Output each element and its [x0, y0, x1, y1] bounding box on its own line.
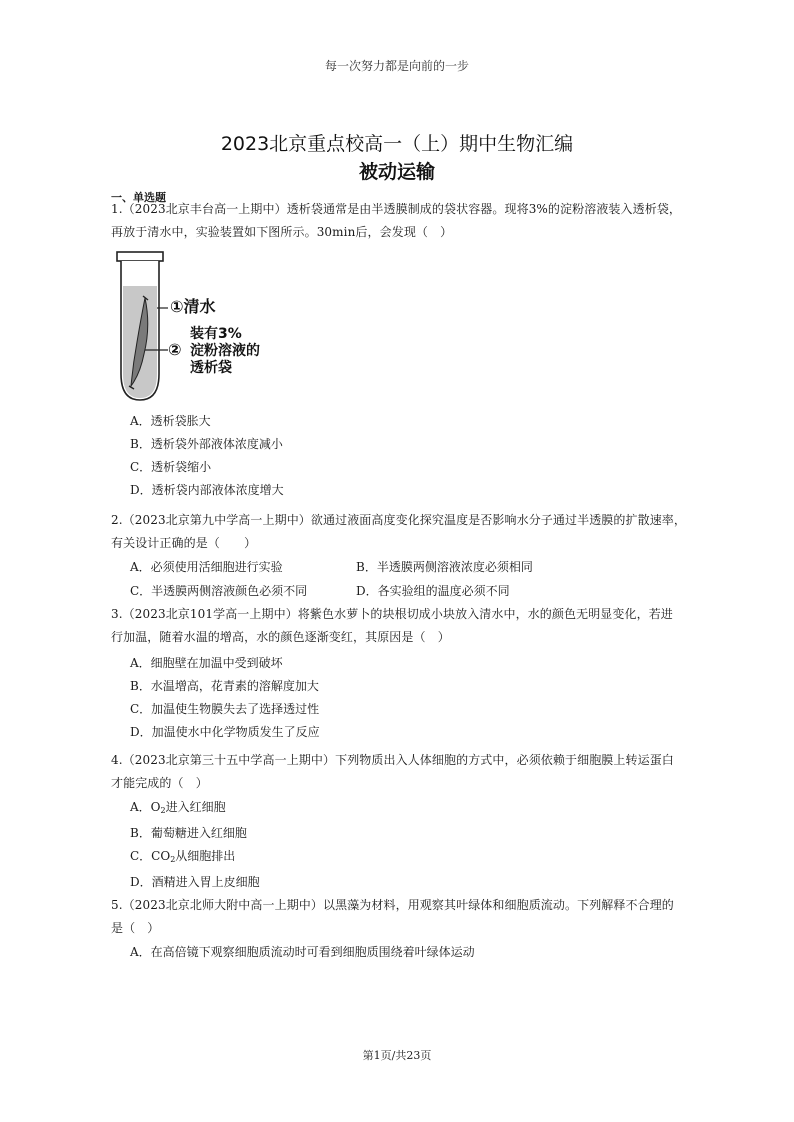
title-line-2: 被动运输 [358, 161, 435, 183]
q4-option-a-suffix: 进入红细胞 [165, 800, 226, 814]
figure-label-2-line-1: 装有3% [190, 326, 242, 342]
question-5-line-1: 5.（2023北京北师大附中高一上期中）以黑藻为材料，用观察其叶绿体和细胞质流动。下列解释不合理的 [111, 898, 674, 912]
question-5-line-2: 是（ ） [111, 921, 160, 935]
question-3-line-1: 3.（2023北京101学高一上期中）将紫色水萝卜的块根切成小块放入清水中，水的颜色无明显变化，若进 [111, 607, 673, 621]
q4-option-c-suffix: 从细胞排出 [175, 849, 236, 863]
q4-option-d[interactable]: D．酒精进入胃上皮细胞 [130, 875, 260, 889]
question-1-line-2: 再放于清水中，实验装置如下图所示。30min后，会发现（ ） [111, 225, 453, 239]
label-1-text: 清水 [183, 297, 216, 316]
document-title [0, 130, 794, 186]
q4-option-c-prefix: C．CO [130, 849, 171, 863]
q1-option-d[interactable]: D．透析袋内部液体浓度增大 [130, 483, 284, 497]
q4-option-b[interactable]: B．葡萄糖进入红细胞 [130, 826, 247, 840]
section-heading: 一、单选题 [111, 191, 166, 204]
q5-option-a[interactable]: A．在高倍镜下观察细胞质流动时可看到细胞质围绕着叶绿体运动 [130, 945, 475, 959]
q4-option-a-prefix: A．O [130, 800, 161, 814]
figure-label-2-line-3: 透析袋 [190, 360, 232, 376]
question-4 [111, 749, 693, 795]
question-3-options [130, 652, 320, 744]
q3-option-b[interactable]: B．水温增高，花青素的溶解度加大 [130, 679, 319, 693]
question-4-line-2: 才能完成的（ ） [111, 776, 208, 790]
q4-option-c[interactable] [130, 845, 260, 871]
q2-option-d[interactable]: D．各实验组的温度必须不同 [356, 584, 510, 598]
q4-option-a[interactable] [130, 796, 260, 822]
figure-label-1 [170, 298, 216, 315]
figure-label-2-number: ② [168, 340, 182, 359]
question-4-options [130, 796, 260, 894]
question-1-line-1: 1.（2023北京丰台高一上期中）透析袋通常是由半透膜制成的袋状容器。现将3%的淀粉溶液装入透析袋， [111, 202, 682, 216]
q3-option-a[interactable]: A．细胞壁在加温中受到破坏 [130, 656, 283, 670]
q1-option-b[interactable]: B．透析袋外部液体浓度减小 [130, 437, 283, 451]
q2-option-c[interactable]: C．半透膜两侧溶液颜色必须不同 [130, 584, 308, 598]
q3-option-d[interactable]: D．加温使水中化学物质发生了反应 [130, 725, 320, 739]
question-4-line-1: 4.（2023北京第三十五中学高一上期中）下列物质出入人体细胞的方式中，必须依赖于细胞膜上转运蛋白 [111, 753, 674, 767]
q2-option-a[interactable]: A．必须使用活细胞进行实验 [130, 560, 283, 574]
question-1 [111, 198, 693, 244]
question-5 [111, 894, 693, 940]
question-1-options [130, 410, 284, 502]
label-1-number: ① [170, 297, 184, 316]
tube-rim [117, 252, 163, 261]
page-header-motto: 每一次努力都是向前的一步 [324, 59, 469, 73]
dialysis-bag-figure [110, 246, 300, 406]
question-2-line-2: 有关设计正确的是（ ） [111, 536, 257, 550]
title-line-1: 2023北京重点校高一（上）期中生物汇编 [220, 133, 574, 155]
q4-option-a-subscript: 2 [160, 806, 166, 815]
question-3 [111, 603, 693, 649]
q4-option-c-subscript: 2 [170, 855, 176, 864]
q1-option-c[interactable]: C．透析袋缩小 [130, 460, 212, 474]
q2-option-b[interactable]: B．半透膜两侧溶液浓度必须相同 [356, 560, 533, 574]
q3-option-c[interactable]: C．加温使生物膜失去了选择透过性 [130, 702, 320, 716]
question-2-line-1: 2.（2023北京第九中学高一上期中）欲通过液面高度变化探究温度是否影响水分子通过半透膜的扩散速率， [111, 513, 686, 527]
page-number: 第1页/共23页 [362, 1049, 432, 1062]
figure-label-2-line-2: 淀粉溶液的 [190, 343, 260, 359]
q1-option-a[interactable]: A．透析袋胀大 [130, 414, 211, 428]
question-2 [111, 509, 693, 555]
question-3-line-2: 行加温，随着水温的增高，水的颜色逐渐变红，其原因是（ ） [111, 630, 450, 644]
